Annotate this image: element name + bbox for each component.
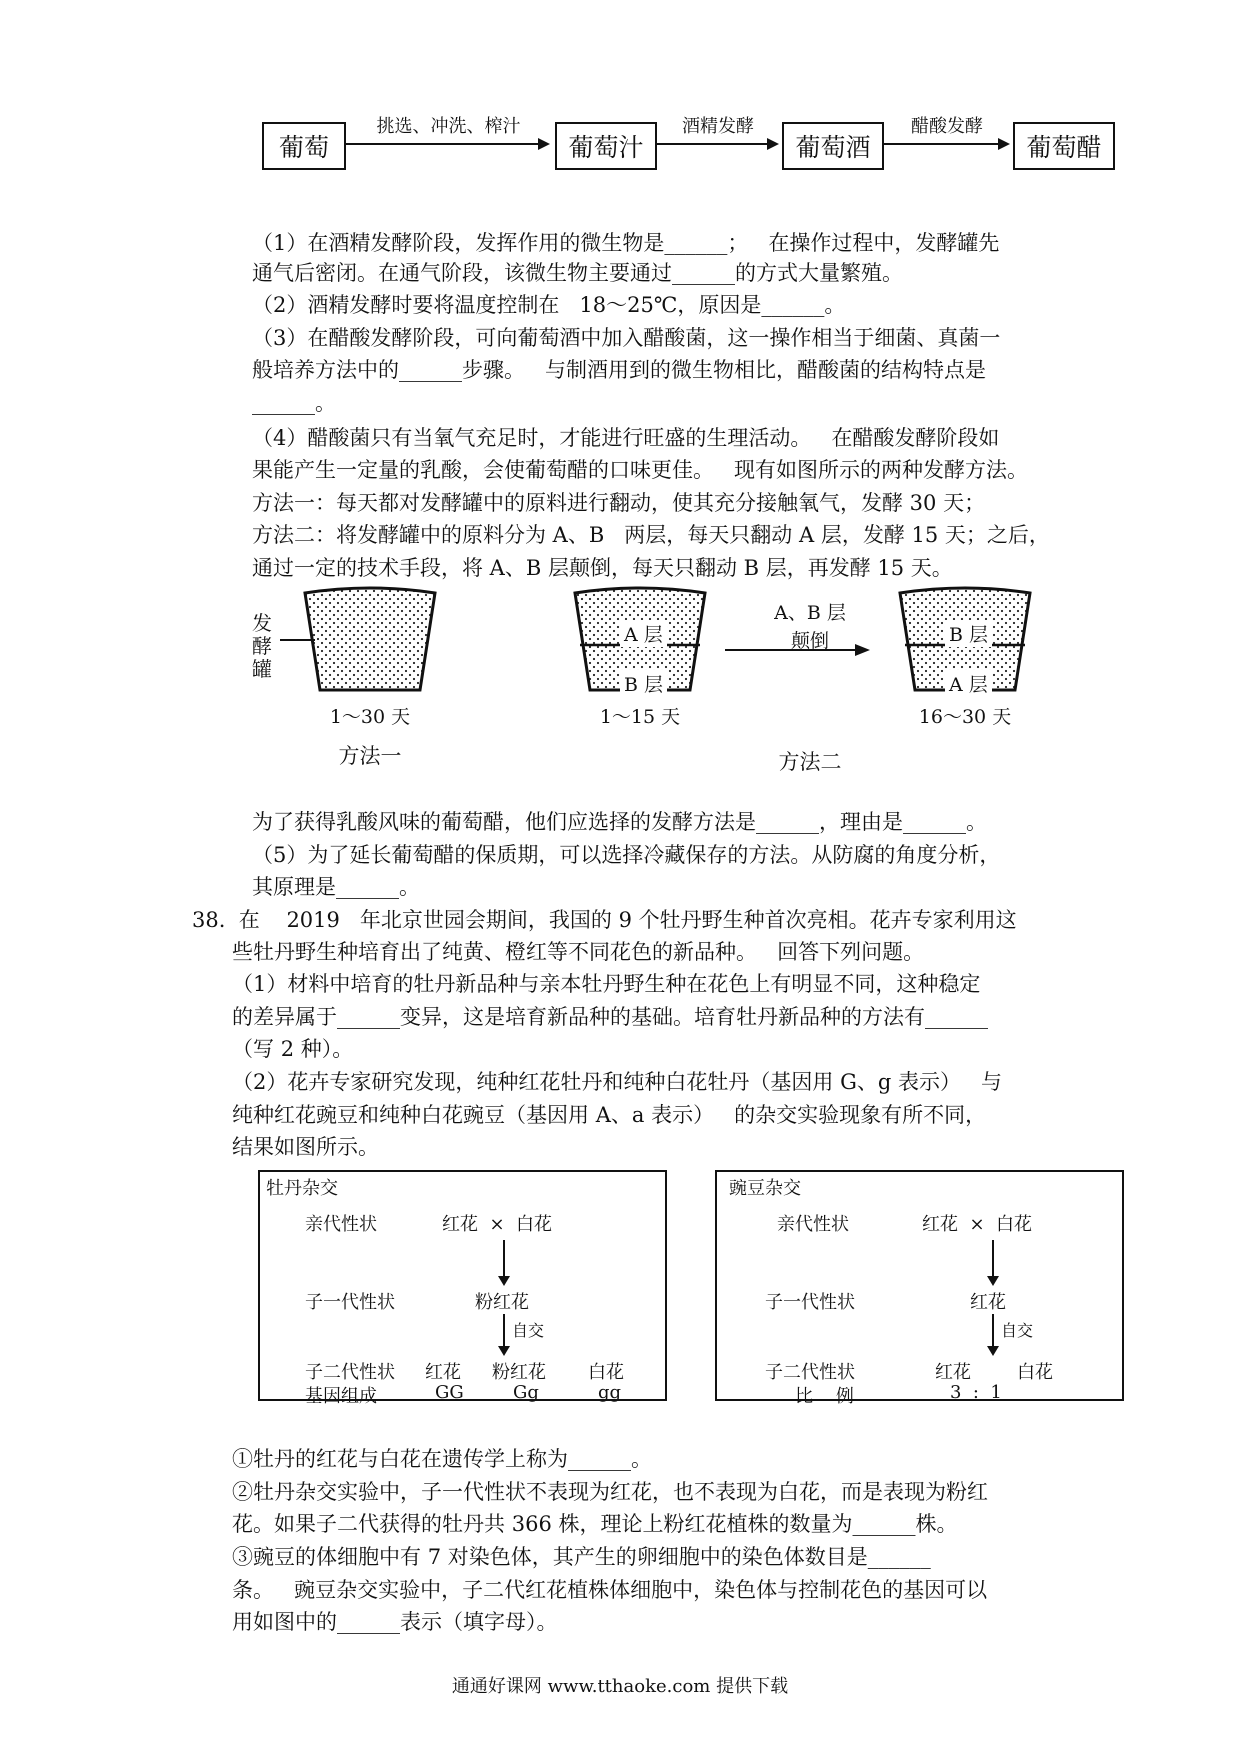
page-footer: 通通好课网 www.tthaoke.com 提供下载 [451,1676,789,1697]
pea-self-label: 自交 [1001,1321,1034,1340]
tank-label-char: 发 [252,611,272,635]
q38-line: ①牡丹的红花与白花在遗传学上称为______。 [192,1447,653,1471]
q37-line: 为了获得乳酸风味的葡萄醋，他们应选择的发酵方法是______，理由是______。 [252,810,987,834]
swap-label-line1: A、B 层 [774,602,846,624]
q37-line: （4）醋酸菌只有当氧气充足时，才能进行旺盛的生理活动。 在醋酸发酵阶段如 [252,426,1000,450]
q38-line: 用如图中的______表示（填字母）。 [192,1610,558,1634]
flow-arrow-3 [884,143,1008,145]
pea-parent-value: 红花 × 白花 [922,1214,1032,1235]
flow-arrow-1 [346,143,548,145]
peony-arrow-1-head [498,1276,510,1286]
peony-genotype-value: gg [598,1382,622,1403]
q37-line: （5）为了延长葡萄醋的保质期，可以选择冷藏保存的方法。从防腐的角度分析， [252,843,1001,867]
peony-f2-value: 红花 [425,1362,461,1383]
flow-step-vinegar: 葡萄醋 [1013,122,1115,170]
pea-arrow-1 [992,1240,994,1278]
peony-cross-title: 牡丹杂交 [266,1178,338,1199]
tank-label-char: 罐 [252,657,272,681]
q38-line: 花。如果子二代获得的牡丹共 366 株，理论上粉红花植株的数量为______株。 [192,1512,958,1536]
peony-genotype-value: Gg [513,1382,539,1403]
q37-line: 果能产生一定量的乳酸，会使葡萄醋的口味更佳。 现有如图所示的两种发酵方法。 [252,458,1029,482]
pea-parent-label: 亲代性状 [777,1214,849,1235]
q38-line: （写 2 种）。 [192,1037,354,1061]
q38-line: 38. 在 2019 年北京世园会期间，我国的 9 个牡丹野生种首次亮相。花卉专家利用这 [192,908,1017,932]
flow-arrow-label-1: 挑选、冲洗、榨汁 [376,116,521,137]
peony-parent-label: 亲代性状 [305,1214,377,1235]
pea-f2-value: 红花 [935,1362,971,1383]
tank-label [250,612,274,681]
flow-step-juice: 葡萄汁 [555,122,657,170]
pea-ratio-value: 3 : 1 [950,1382,1002,1403]
tank-label-char: 酵 [252,634,272,658]
q38-line: ③豌豆的体细胞中有 7 对染色体，其产生的卵细胞中的染色体数目是______ [192,1545,931,1569]
pea-f2-value: 白花 [1017,1362,1053,1383]
q37-line: 通气后密闭。在通气阶段，该微生物主要通过______的方式大量繁殖。 [252,261,903,285]
flow-step-wine: 葡萄酒 [782,122,884,170]
q37-line: ______。 [252,391,336,415]
pea-arrow-1-head [987,1276,999,1286]
q37-line: （3）在醋酸发酵阶段，可向葡萄酒中加入醋酸菌，这一操作相当于细菌、真菌一 [252,326,1001,350]
pea-ratio-label: 比 例 [795,1386,854,1407]
flow-step-grape: 葡萄 [262,122,346,170]
flow-arrow-2 [657,143,777,145]
method-2-days-stage-2: 16～30 天 [918,706,1012,728]
q37-line: （1）在酒精发酵阶段，发挥作用的微生物是______； 在操作过程中，发酵罐先 [252,231,1000,255]
peony-cross-box [258,1170,667,1407]
pea-cross-title: 豌豆杂交 [729,1178,801,1199]
method-2-days-stage-1: 1～15 天 [599,706,681,728]
pea-arrow-2-head [987,1346,999,1356]
method-1-days: 1～30 天 [329,706,411,728]
layer-b-label: B 层 [620,670,667,697]
q38-line: 条。 豌豆杂交实验中，子二代红花植株体细胞中，染色体与控制花色的基因可以 [192,1578,988,1602]
q38-line: 的差异属于______变异，这是培育新品种的基础。培育牡丹新品种的方法有______ [192,1005,989,1029]
q38-line: （1）材料中培育的牡丹新品种与亲本牡丹野生种在花色上有明显不同，这种稳定 [192,972,981,996]
q38-line: 纯种红花豌豆和纯种白花豌豆（基因用 A、a 表示） 的杂交实验现象有所不同， [192,1103,987,1127]
peony-self-label: 自交 [512,1321,545,1340]
q38-line: 些牡丹野生种培育出了纯黄、橙红等不同花色的新品种。 回答下列问题。 [192,940,925,964]
peony-arrow-2-head [498,1346,510,1356]
q37-line: 方法一：每天都对发酵罐中的原料进行翻动，使其充分接触氧气，发酵 30 天； [252,491,986,515]
tank-method-1 [305,588,435,690]
q37-line: 般培养方法中的______步骤。 与制酒用到的微生物相比，醋酸菌的结构特点是 [252,358,987,382]
peony-parent-value: 红花 × 白花 [442,1214,552,1235]
peony-arrow-2 [503,1314,505,1348]
peony-f2-value: 粉红花 [492,1362,546,1383]
layer-b-label-swapped: B 层 [945,620,992,647]
peony-f2-value: 白花 [588,1362,624,1383]
q37-line: 其原理是______。 [252,875,420,899]
layer-a-label: A 层 [620,620,667,647]
peony-arrow-1 [503,1240,505,1278]
pea-f2-label: 子二代性状 [765,1362,855,1383]
pea-cross-box [715,1170,1124,1407]
pea-f1-value: 红花 [970,1292,1006,1313]
flow-arrow-label-2: 酒精发酵 [682,116,754,137]
q38-line: （2）花卉专家研究发现，纯种红花牡丹和纯种白花牡丹（基因用 G、g 表示） 与 [192,1070,1003,1094]
q37-line: （2）酒精发酵时要将温度控制在 18～25℃，原因是______。 [252,293,846,317]
swap-label-line2: 颠倒 [790,630,829,652]
method-1-title: 方法一 [338,744,402,768]
layer-a-label-swapped: A 层 [945,670,992,697]
q38-line: ②牡丹杂交实验中，子一代性状不表现为红花，也不表现为白花，而是表现为粉红 [192,1480,989,1504]
peony-f1-value: 粉红花 [475,1292,529,1313]
pea-f1-label: 子一代性状 [765,1292,855,1313]
peony-f2-label: 子二代性状 [305,1362,395,1383]
flow-arrow-label-3: 醋酸发酵 [911,116,983,137]
peony-genotype-label: 基因组成 [305,1386,377,1407]
peony-f1-label: 子一代性状 [305,1292,395,1313]
q37-line: 通过一定的技术手段，将 A、B 层颠倒，每天只翻动 B 层，再发酵 15 天。 [252,556,953,580]
peony-genotype-value: GG [435,1382,464,1403]
pea-arrow-2 [992,1314,994,1348]
method-2-title: 方法二 [778,750,842,774]
q38-line: 结果如图所示。 [192,1135,380,1159]
q37-line: 方法二：将发酵罐中的原料分为 A、B 两层，每天只翻动 A 层，发酵 15 天；之后， [252,523,1050,547]
